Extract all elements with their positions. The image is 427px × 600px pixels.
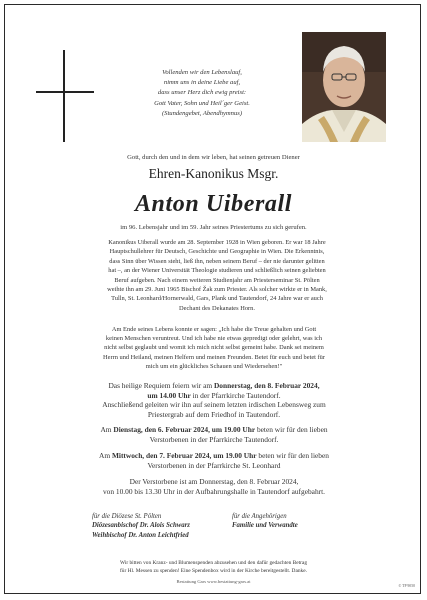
biography-line: Hauptschullehrer für Deutsch, Geschichte und Geographie in Wien. Die Erkenntnis, bbox=[109, 248, 325, 256]
requiem-date: Donnerstag, den 8. Februar 2024, bbox=[213, 381, 320, 390]
prayer-line bbox=[72, 451, 356, 461]
biography-line: hat –, an der Wiener Universität Theologie studieren und schließlich seinen geliebten bbox=[108, 267, 326, 275]
signature-heading: für die Diözese St. Pölten bbox=[92, 513, 162, 520]
signature-heading: für die Angehörigen bbox=[232, 513, 287, 520]
prayer-date: Mittwoch, den 7. Februar 2024, um 19.00 Uhr bbox=[111, 451, 257, 460]
prayer-wednesday bbox=[72, 451, 356, 470]
requiem-line: Anschließend geleiten wir ihn auf seinem letzten irdischen Lebensweg zum bbox=[102, 400, 326, 410]
poem-source: (Stundengebet, Abendhymnus) bbox=[161, 109, 243, 117]
age-text: im 96. Lebensjahr und im 59. Jahr seines Priestertums zu sich gerufen. bbox=[120, 224, 307, 231]
signature-name: Weihbischof Dr. Anton Leichtfried bbox=[92, 531, 189, 539]
prayer-text: beten wir für den lieben bbox=[256, 451, 329, 460]
poem-line: nimm uns in deine Liebe auf, bbox=[163, 79, 241, 87]
poem-line: dass unser Herz dich ewig preist: bbox=[157, 89, 247, 97]
cross-horizontal-bar bbox=[36, 91, 94, 93]
quote-line: nicht selbst geglaubt und womit ich mich nicht selbst gemeint habe. Dank sei meinem bbox=[104, 344, 324, 352]
quote-line: Am Ende seines Lebens konnte er sagen: „Ich habe die Treue gehalten und Gott bbox=[111, 326, 317, 333]
quote bbox=[72, 325, 356, 371]
biography-line: dass Sinn über Wissen steht, ließ ihn, neben seinem Beruf – der nie darunter gelitten bbox=[109, 257, 325, 265]
biography-line: Dechant des Dekanates Horn. bbox=[179, 304, 255, 312]
biography-line: Beruf aufgeben. Nach einem weiteren Studienjahr am Priesterseminar St. Pölten bbox=[114, 276, 320, 284]
poem-line: Gott Vater, Sohn und Heil´ger Geist. bbox=[154, 99, 250, 107]
portrait-photo bbox=[302, 32, 386, 142]
quote-line: mich um ein glückliches Schauen und Wiedersehen!" bbox=[145, 362, 283, 370]
donation-line: für Hl. Messen zu spenden! Eine Spendenbox wird in der Kirche bereitgestellt. Danke. bbox=[120, 568, 307, 575]
poem-line: Vollenden wir den Lebenslauf, bbox=[162, 69, 242, 76]
signature-diocese bbox=[92, 512, 190, 540]
requiem-time: um 14.00 Uhr bbox=[147, 390, 191, 400]
biography-line: weihte ihn am 29. Juni 1965 Bischof Žak zum Priester. Als solcher wirkte er in Mank, bbox=[107, 286, 327, 294]
requiem-line bbox=[72, 381, 356, 391]
requiem-line bbox=[72, 391, 356, 401]
print-code: © TP 9050 bbox=[398, 584, 415, 588]
quote-line: Herrn und Heiland, meinen Helfern und meinen Freunden. Betet für euch und betet für bbox=[103, 353, 325, 361]
viewing-line: Der Verstorbene ist am Donnerstag, den 8. Februar 2024, bbox=[129, 477, 299, 486]
intro-text: Gott, durch den und in dem wir leben, hat seinen getreuen Diener bbox=[127, 154, 300, 161]
prayer-date: Dienstag, den 6. Februar 2024, um 19.00 Uhr bbox=[113, 425, 256, 434]
funeral-home: Bestattung Gars www.bestattung-gars.at bbox=[176, 579, 251, 584]
prayer-text: Am bbox=[99, 451, 112, 460]
viewing-line: von 10.00 bis 13.30 Uhr in der Aufbahrungshalle in Tautendorf aufgebahrt. bbox=[102, 486, 326, 496]
prayer-text: beten wir für den lieben bbox=[255, 425, 328, 434]
prayer-line: Verstorbenen in der Pfarrkirche Tautendorf. bbox=[149, 434, 279, 444]
requiem-info bbox=[72, 381, 356, 419]
biography bbox=[86, 238, 348, 313]
deceased-name: Anton Uiberall bbox=[134, 191, 293, 217]
honorary-title: Ehren-Kanonikus Msgr. bbox=[148, 166, 279, 181]
requiem-text: Das heilige Requiem feiern wir am bbox=[108, 381, 214, 390]
prayer-line: Verstorbenen in der Pfarrkirche St. Leonhard bbox=[147, 460, 281, 470]
requiem-place: in der Pfarrkirche Tautendorf. bbox=[190, 390, 281, 400]
requiem-line: Priestergrab auf dem Friedhof in Tautendorf. bbox=[147, 409, 281, 419]
viewing-info bbox=[72, 477, 356, 496]
signature-family bbox=[232, 512, 298, 531]
signature-name: Diözesanbischof Dr. Alois Schwarz bbox=[92, 522, 190, 530]
prayer-line bbox=[72, 425, 356, 435]
prayer-text: Am bbox=[100, 425, 114, 434]
quote-line: keinen Menschen veruntreut. Und ich habe nie etwas gepredigt oder gelehrt, was ich bbox=[105, 335, 323, 343]
cross-vertical-bar bbox=[63, 50, 65, 142]
signature-name: Familie und Verwandte bbox=[232, 522, 298, 530]
donation-note bbox=[40, 559, 387, 576]
biography-line: Tulln, St. Leonhard/Hornerwald, Gars, Plank und Tautendorf, 24 Jahre war er auch bbox=[111, 295, 323, 303]
poem bbox=[104, 68, 300, 119]
biography-line: Kanonikus Uiberall wurde am 28. September 1928 in Wien geboren. Er war 18 Jahre bbox=[108, 239, 326, 246]
donation-line: Wir bitten von Kranz- und Blumenspenden abzusehen und den dafür gedachten Betrag bbox=[119, 560, 308, 566]
prayer-tuesday bbox=[72, 425, 356, 444]
portrait-photo-icon bbox=[302, 32, 386, 142]
